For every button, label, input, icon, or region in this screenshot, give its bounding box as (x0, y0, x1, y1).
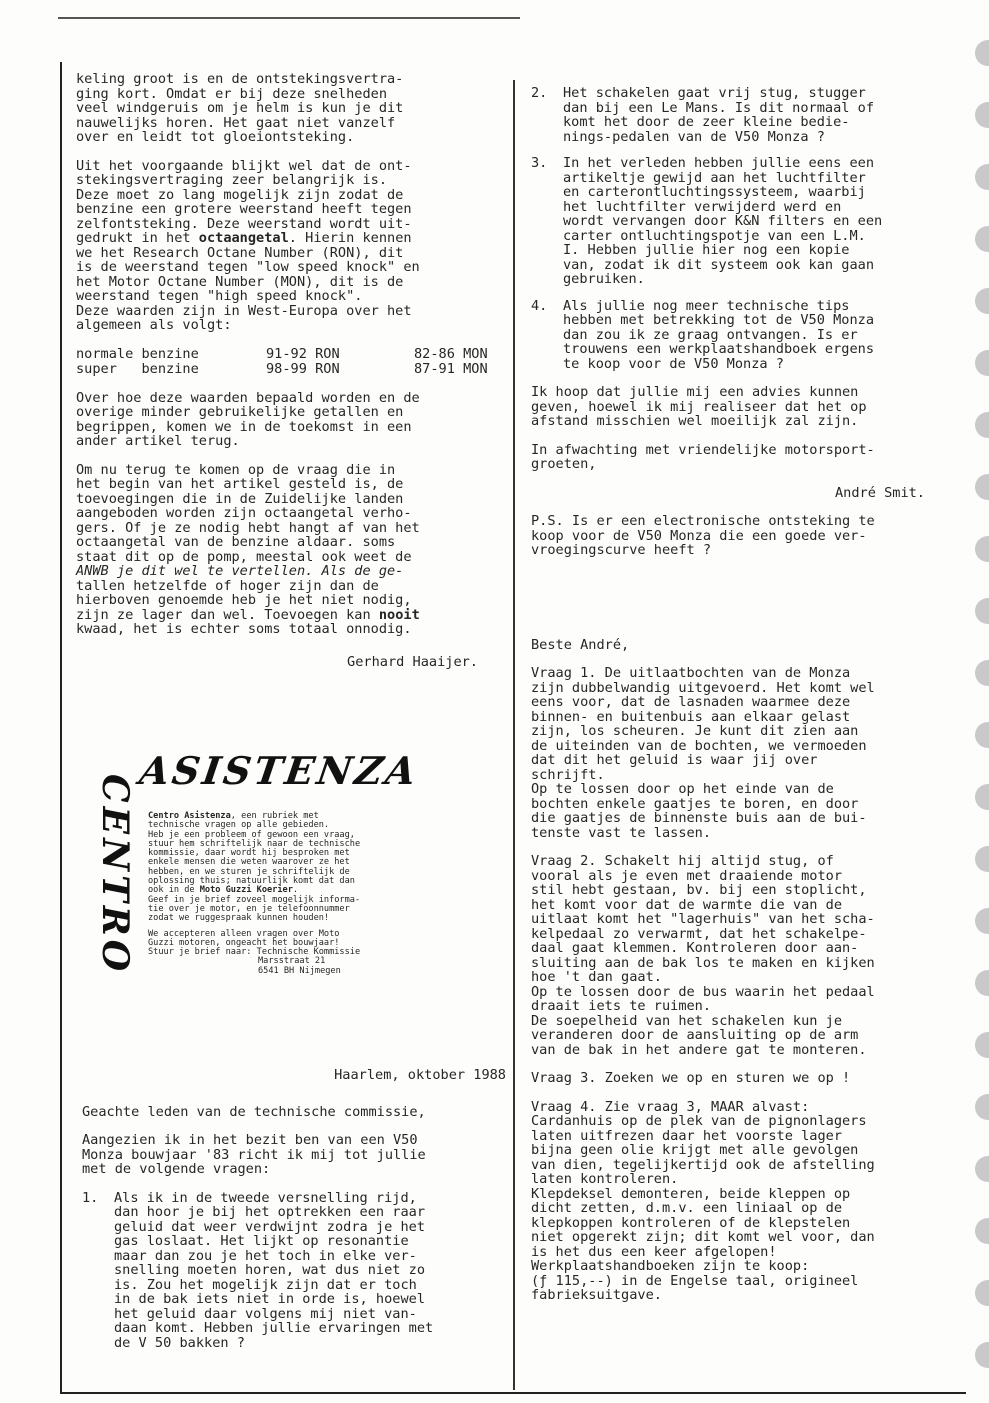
table-row (76, 347, 488, 362)
binder-hole (975, 846, 989, 872)
binder-hole (975, 908, 989, 934)
item-text: Als ik in de tweede versnelling rijd, dan hoor je bij het optrekken een raar geluid dat weer verdwijnt zodra je het gas loslaat. Het lijkt op resonantie maar dan zou je het toch in elke ver- snelling moeten horen, wat dus niet zo is. Zou het mogelijk zijn dat er toch in de bak iets niet in orde is, hoewel het geluid daar volgens mij niet van- daan komt. Hebben jullie ervaringen met de V 50 bakken ? (114, 1189, 434, 1351)
list-item (531, 86, 955, 144)
table-row (76, 362, 488, 377)
table-cell: 82-86 MON (414, 345, 488, 362)
binder-holes (975, 40, 989, 1403)
binder-hole (975, 412, 989, 438)
binder-hole (975, 536, 989, 562)
signature-gerhard: Gerhard Haaijer. (347, 653, 478, 670)
binder-hole (975, 1342, 989, 1368)
column-divider (513, 80, 515, 1390)
reply-greeting: Beste André, (531, 636, 630, 653)
text: tallen hetzelfde of hoger zijn dan de hierboven genoemde heb je het niet nodig, zijn ze lager dan wel. Toevoegen kan (76, 577, 412, 623)
table-cell: super benzine (76, 360, 199, 377)
left-paragraph-1: keling groot is en de ontstekingsvertra- ging kort. Omdat er bij deze snelheden veel windgeruis om je helm is kun je dit nauwelijks horen. Het gaat niet vanzelf over en leidt tot gloeiontsteking. (76, 71, 404, 145)
binder-hole (975, 40, 989, 66)
item-text: Als jullie nog meer technische tips hebben met betrekking tot de V50 Monza dan zou ik ze graag ontvangen. Is er trouwens een werkplaatshandboek ergens te koop voor de V50 Monza ? (563, 297, 874, 372)
binder-hole (975, 102, 989, 128)
left-paragraph-3: Over hoe deze waarden bepaald worden en de overige minder gebruikelijke getallen en begrippen, komen we in de toekomst in een ander artikel terug. (76, 389, 420, 449)
nooit-term: nooit (378, 606, 420, 623)
binder-hole (975, 1032, 989, 1058)
text: . Hierin kennen we het Research Octane Number (RON), dit is de weerstand tegen "low speed knock" en het Motor Octane Number (MON), dit is de weerstand tegen "high speed knock". Deze waarden zijn in West-Europa over het algemeen als volgt: (76, 230, 420, 333)
centro-asistenza-box (88, 748, 428, 976)
signature-andre: André Smit. (834, 484, 925, 501)
list-item (82, 1191, 506, 1351)
centro-name: Centro Asistenza (148, 811, 231, 821)
binder-hole (975, 1156, 989, 1182)
list-item (531, 156, 955, 287)
binder-hole (975, 598, 989, 624)
right-column (531, 86, 955, 1317)
answer-2: Vraag 2. Schakelt hij altijd stug, of vooral als je even met draaiende motor stil hebt gestaan, bv. bij een stoplicht, het komt voor dat de warmte die van de uitlaat komt het "lagerhuis" van het scha- kelpedaal zo verwarmt, dat het schakelpe- daal gaat klemmen. Kontroleren door aan- sluiting aan de bak los te maken en kijken hoe 't dan gaat. Op te lossen door de bus waarin het pedaal draait iets te ruimen. De soepelheid van het schakelen kun je veranderen door de aansluiting op de arm van de bak in het andere gat te monteren. (531, 853, 875, 1058)
item-number: 1. (82, 1189, 99, 1206)
centro-address: Marsstraat 21 6541 BH Nijmegen (258, 956, 341, 976)
binder-hole (975, 474, 989, 500)
text: . Geef in je brief zoveel mogelijk informa- tie over je motor, en je telefoonnummer zodat we ruggespraak kunnen houden! (148, 885, 361, 924)
binder-hole (975, 722, 989, 748)
binder-hole (975, 350, 989, 376)
table-cell: 91-92 RON (266, 345, 340, 362)
italic-text: ANWB je dit wel te vertellen. Als de ge- (76, 563, 404, 579)
centro-paragraph-1 (148, 812, 428, 924)
answer-4: Vraag 4. Zie vraag 3, MAAR alvast: Cardanhuis op de plek van de pignonlagers laten uitfrezen daar het voorste lager bijna geen olie krijgt met alle gevolgen van dien, tegelijkertijd ook de afstelling laten kontroleren. Klepdeksel demonteren, beide kleppen op dicht zetten, d.m.v. een liniaal op de klepkoppen kontroleren of de klepstelen niet opgerekt zijn; dit komt wel voor, dan is het dus een keer afgelopen! Werkplaatshandboeken zijn te koop: (ƒ 115,--) in de Engelse taal, origineel fabrieksuitgave. (531, 1098, 875, 1303)
item-number: 2. (531, 85, 548, 101)
item-text: In het verleden hebben jullie eens een artikeltje gewijd aan het luchtfilter en carterontluchtingssysteem, waarbij het luchtfilter verwijderd werd en wordt vervangen door K&N filters en een carter ontluchtingspotje van een L.M. I. Hebben jullie hier nog een kopie van, zodat ik dit systeem ook kan gaan gebruiken. (563, 155, 883, 287)
table-cell: 87-91 MON (414, 360, 488, 377)
centro-paragraph-2: We accepteren alleen vragen over Moto Guzzi motoren, ongeacht het bouwjaar! Stuur je brief naar: Technische Kommissie (148, 928, 361, 958)
question-list-right (531, 86, 955, 371)
letter-intro: Aangezien ik in het bezit ben van een V50 Monza bouwjaar '83 richt ik mij tot jullie met de volgende vragen: (82, 1132, 426, 1177)
top-rule (58, 17, 520, 19)
letter-date: Haarlem, oktober 1988 (334, 1067, 506, 1083)
postscript: P.S. Is er een electronische ontsteking te koop voor de V50 Monza die een goede ver- vroegingscurve heeft ? (531, 513, 875, 558)
binder-hole (975, 1280, 989, 1306)
table-cell: 98-99 RON (266, 360, 340, 377)
centro-text (148, 812, 428, 982)
asistenza-logo: ASISTENZA (136, 748, 422, 793)
question-list-left (82, 1191, 506, 1351)
binder-hole (975, 1218, 989, 1244)
item-text: Het schakelen gaat vrij stug, stugger dan bij een Le Mans. Is dit normaal of komt het door de zeer kleine bedie- nings-pedalen van de V50 Monza ? (563, 85, 874, 145)
text: kwaad, het is echter soms totaal onnodig. (76, 621, 412, 637)
right-paragraph-1: Ik hoop dat jullie mij een advies kunnen geven, hoewel ik mij realiseer dat het op afstand misschien wel moeilijk zal zijn. (531, 384, 867, 429)
table-cell: normale benzine (76, 345, 199, 362)
binder-hole (975, 164, 989, 190)
centro-vertical-logo: CENTRO (94, 774, 136, 976)
binder-hole (975, 660, 989, 686)
octane-table (76, 347, 488, 377)
item-number: 4. (531, 297, 548, 314)
binder-hole (975, 226, 989, 252)
list-item (531, 299, 955, 372)
item-number: 3. (531, 155, 548, 171)
text: Om nu terug te komen op de vraag die in het begin van het artikel gesteld is, de toevoegingen die in de Zuidelijke landen aangeboden worden zijn octaangetal verho- gers. Of je ze nodig hebt hangt af van het octaangetal van de benzine aldaar. soms staat dit op de pomp, meestal ook weet de (76, 461, 420, 565)
text: Uit het voorgaande blijkt wel dat de ont- stekingsvertraging zeer belangrijk is. Deze moet zo lang mogelijk zijn zodat de benzine een grotere weerstand heeft tegen zelfontsteking. Deze weerstand wordt uit- gedrukt in het (76, 157, 412, 246)
text: , een rubriek met technische vragen op alle gebieden. Heb je een probleem of gewoon een vraag, stuur hem schriftelijk naar de technische kommissie, daar wordt hij besproken met enkele mensen die weten waarover ze het hebben, en we sturen je schriftelijk de oplossing thuis; natuurlijk komt dat dan ook in de (148, 811, 361, 896)
binder-hole (975, 288, 989, 314)
letter-section (82, 1068, 506, 1364)
koerier-name: Moto Guzzi Koerier (199, 885, 293, 896)
binder-hole (975, 784, 989, 810)
answer-3: Vraag 3. Zoeken we op en sturen we op ! (531, 1070, 851, 1086)
left-paragraph-2 (76, 159, 508, 333)
binder-hole (975, 970, 989, 996)
binder-hole (975, 1094, 989, 1120)
right-paragraph-2: In afwachting met vriendelijke motorsport- groeten, (531, 441, 875, 472)
answer-1: Vraag 1. De uitlaatbochten van de Monza zijn dubbelwandig uitgevoerd. Het komt wel eens voor, dat de lasnaden waarmee deze binnen- en buitenbuis aan elkaar gelast zijn, los scheuren. Je kunt dit zien aan de uiteinden van de bochten, we vermoeden dat dit het geluid is waar jij over schrijft. Op te lossen door op het einde van de bochten enkele gaatjes te boren, en door die gaatjes de binnenste buis aan de bui- tenste vast te lassen. (531, 665, 875, 841)
octaangetal-term: octaangetal (198, 230, 289, 246)
left-column (76, 72, 508, 683)
left-paragraph-4 (76, 463, 508, 637)
letter-greeting: Geachte leden van de technische commissie, (82, 1103, 426, 1120)
